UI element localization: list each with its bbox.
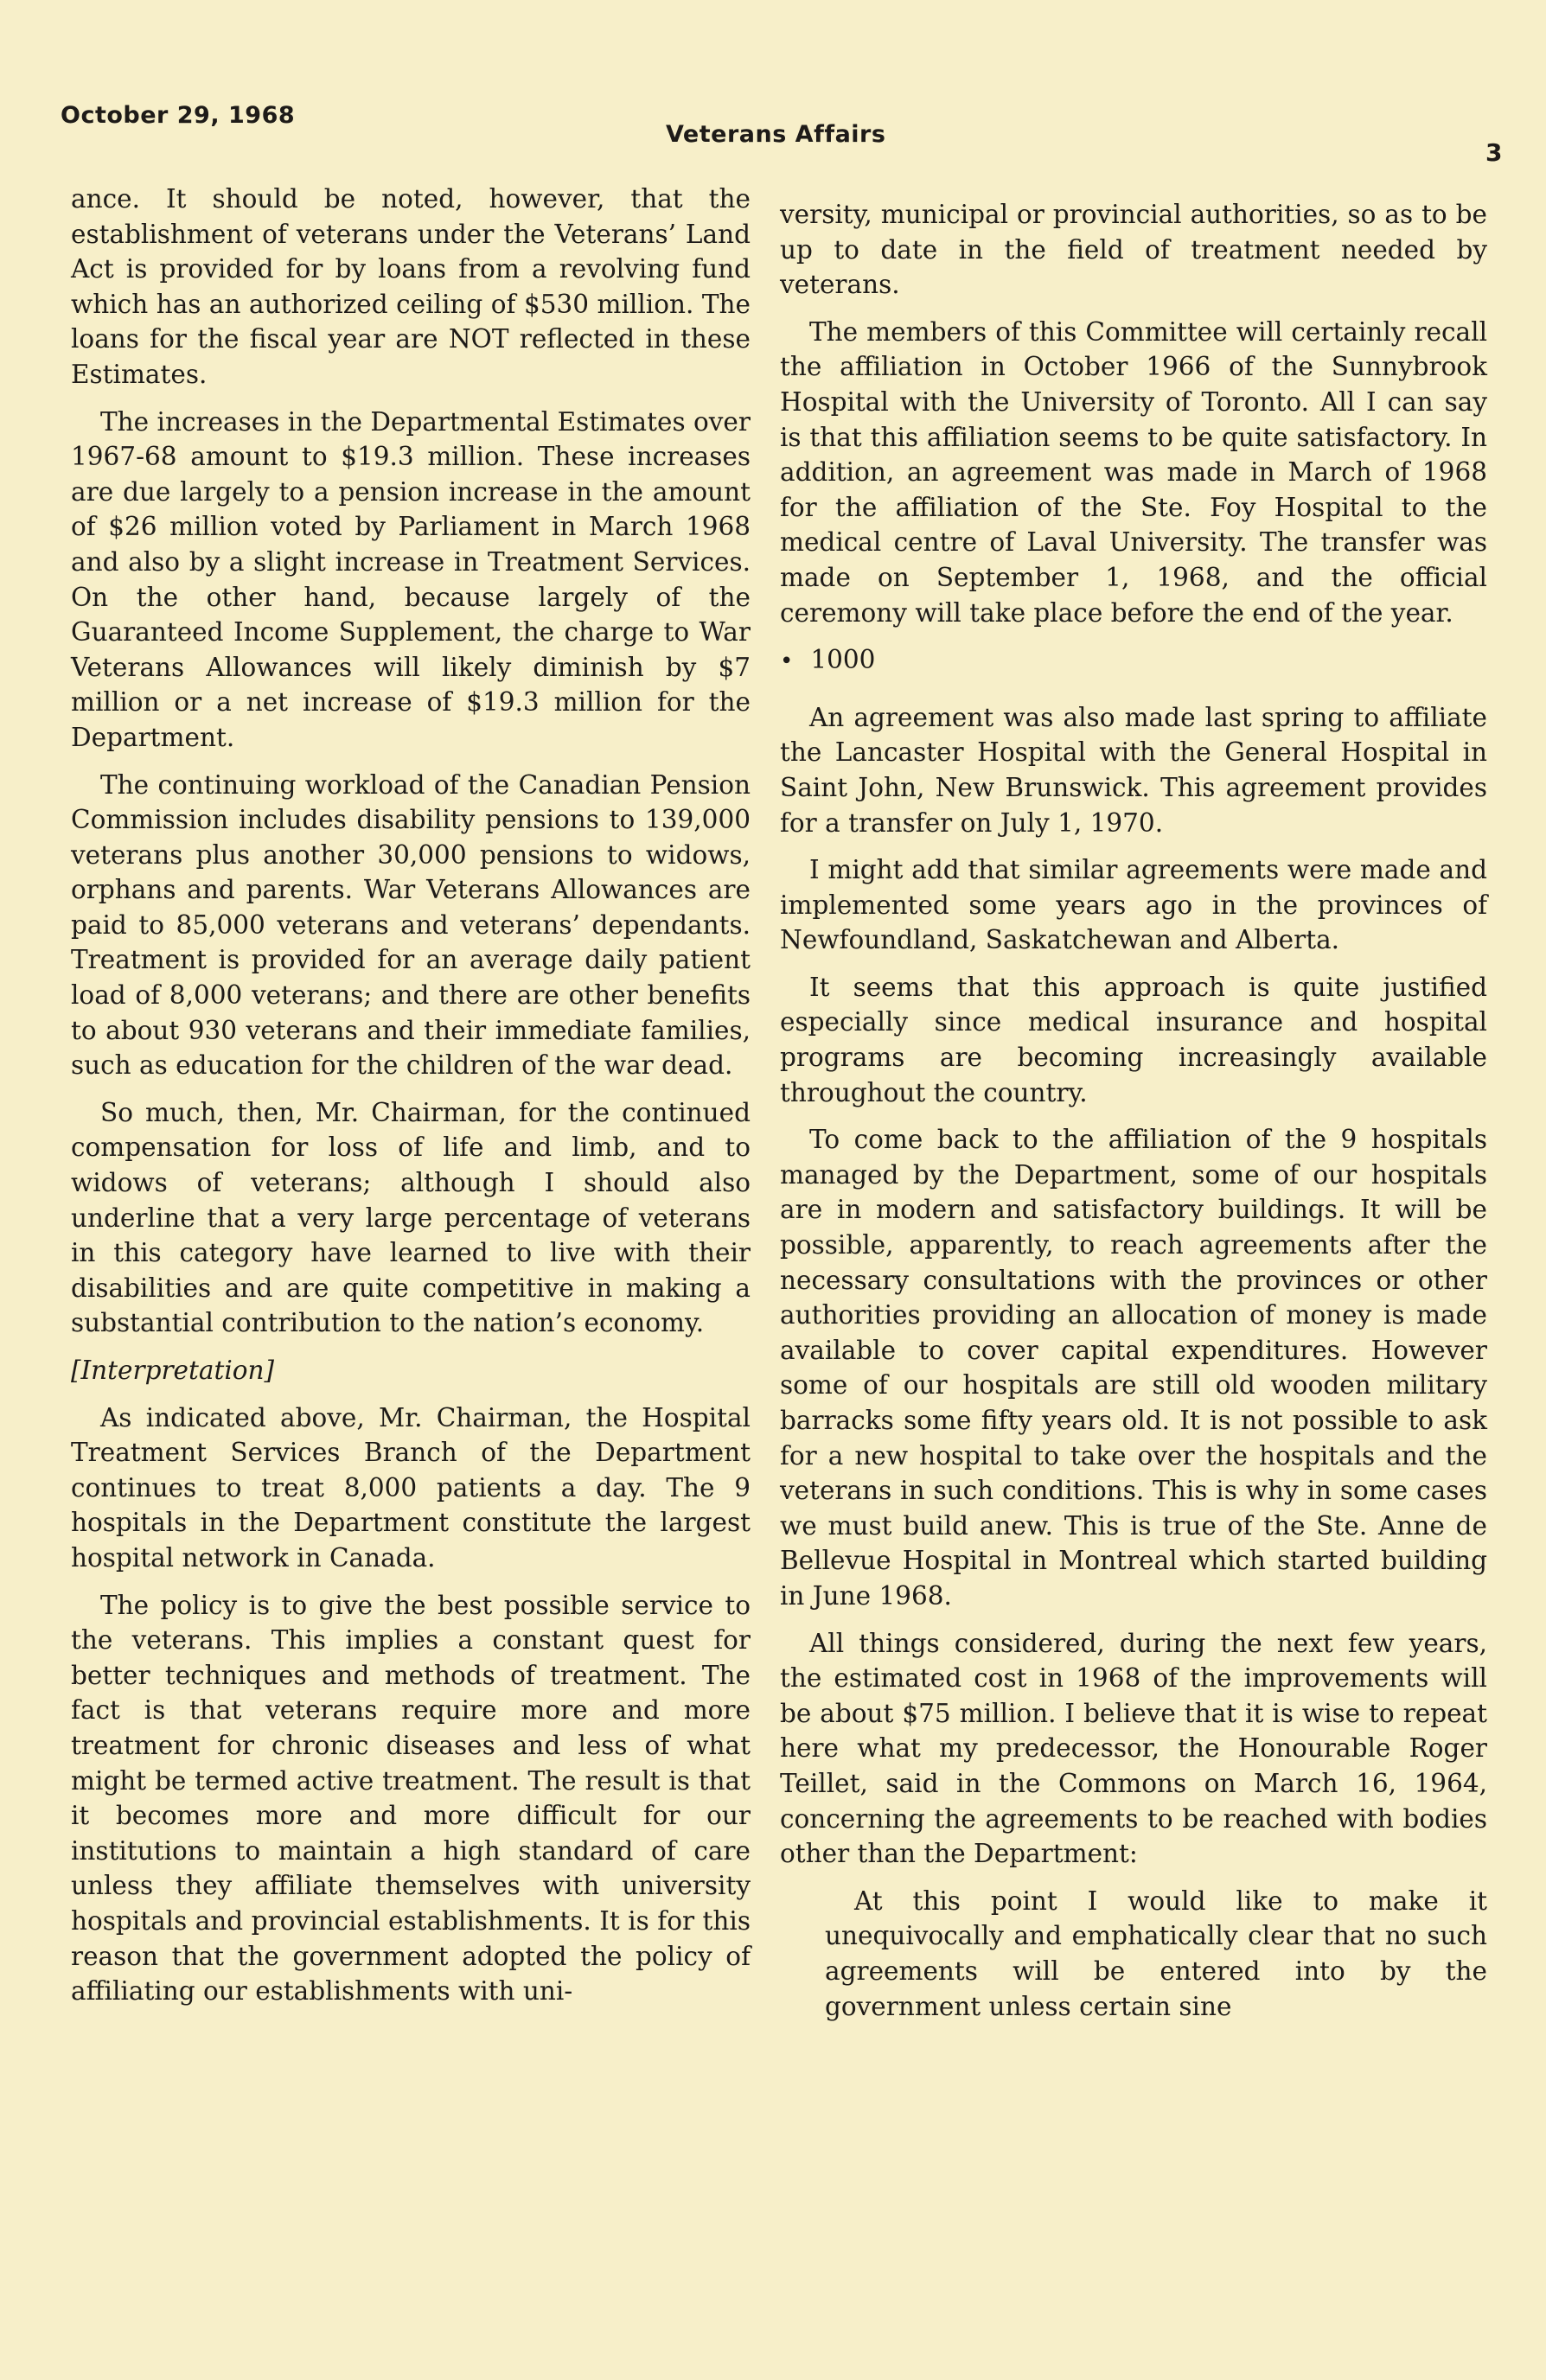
paragraph: The continuing workload of the Canadian Pension Commission includes disability pensions to 139,000 veterans plus another 30,000 pensions to widows, orphans and parents. War Veterans Allowances are paid to 85,000 veterans and veterans’ dependants. Treatment is provided for an average daily patient load of 8,000 veterans; and there are other benefits to about 930 veterans and their immediate families, such as education for the children of the war dead. (71, 769, 751, 1081)
paragraph: The policy is to give the best possible service to the veterans. This implies a constant quest for better techniques and methods of treatment. The fact is that veterans require more and more treatment for chronic diseases and less of what might be termed active treatment. The result is that it becomes more and more difficult for our institutions to maintain a high standard of care unless they affiliate themselves with university hospitals and provincial establishments. It is for this reason that the government adopted the policy of affiliating our establishments with uni- (71, 1590, 751, 2007)
paragraph: To come back to the affiliation of the 9 hospitals managed by the Department, some of our hospitals are in modern and satisfactory buildings. It will be possible, apparently, to reach agreements after the necessary consultations with the provinces or other authorities providing an allocation of money is made available to cover capital expenditures. However some of our hospitals are still old wooden military barracks some fifty years old. It is not possible to ask for a new hospital to take over the hospitals and the veterans in such conditions. This is why in some cases we must build anew. This is true of the Ste. Anne de Bellevue Hospital in Montreal which started building in June 1968. (780, 1125, 1487, 1611)
right-column (780, 197, 1487, 2036)
paragraph: I might add that similar agreements were made and implemented some years ago in the provinces of Newfoundland, Saskatchewan and Alberta. (780, 855, 1487, 955)
paragraph: An agreement was also made last spring to affiliate the Lancaster Hospital with the General Hospital in Saint John, New Brunswick. This agreement provides for a transfer on July 1, 1970. (780, 702, 1487, 838)
header-date: October 29, 1968 (61, 102, 296, 129)
paragraph: versity, municipal or provincial authorities, so as to be up to date in the field of treatment needed by veterans. (780, 200, 1487, 300)
paragraph: The members of this Committee will certainly recall the affiliation in October 1966 of the Sunnybrook Hospital with the University of Toronto. All I can say is that this affiliation seems to be quite satisfactory. In addition, an agreement was made in March of 1968 for the affiliation of the Ste. Foy Hospital to the medical centre of Laval University. The transfer was made on September 1, 1968, and the official ceremony will take place before the end of the year. (780, 316, 1487, 628)
page-number: 3 (1485, 138, 1503, 167)
paragraph: ance. It should be noted, however, that the establishment of veterans under the Veterans’ Land Act is provided for by loans from a revolving fund which has an authorized ceiling of $530 million. The loans for the fiscal year are NOT reflected in these Estimates. (71, 184, 751, 389)
paragraph: The increases in the Departmental Estimates over 1967-68 amount to $19.3 million. These increases are due largely to a pension increase in the amount of $26 million voted by Parliament in March 1968 and also by a slight increase in Treatment Services. On the other hand, because largely of the Guaranteed Income Supplement, the charge to War Veterans Allowances will likely diminish by $7 million or a net increase of $19.3 million for the Department. (71, 406, 751, 752)
interpretation-note: [Interpretation] (71, 1356, 275, 1385)
paragraph: So much, then, Mr. Chairman, for the continued compensation for loss of life and limb, and to widows of veterans; although I should also underline that a very large percentage of veterans in this category have learned to live with their disabilities and are quite competitive in making a substantial contribution to the nation’s economy. (71, 1097, 751, 1338)
time-marker (780, 642, 1487, 680)
paragraph: It seems that this approach is quite justified especially since medical insurance and hospital programs are becoming increasingly available throughout the country. (780, 972, 1487, 1107)
paragraph: As indicated above, Mr. Chairman, the Hospital Treatment Services Branch of the Department continues to treat 8,000 patients a day. The 9 hospitals in the Department constitute the largest hospital network in Canada. (71, 1402, 751, 1573)
page-header (0, 0, 1546, 173)
bullet-icon: • (780, 648, 794, 675)
time-marker-text: 1000 (810, 645, 876, 675)
block-quote: At this point I would like to make it unequivocally and emphatically clear that no such agreements will be entered into by the government unless certain sine (825, 1885, 1487, 2021)
header-title: Veterans Affairs (666, 121, 886, 148)
paragraph: All things considered, during the next few years, the estimated cost in 1968 of the improvements will be about $75 million. I believe that it is wise to repeat here what my predecessor, the Honourable Roger Teillet, said in the Commons on March 16, 1964, concerning the agreements to be reached with bodies other than the Department: (780, 1628, 1487, 1869)
left-column (71, 182, 751, 2021)
